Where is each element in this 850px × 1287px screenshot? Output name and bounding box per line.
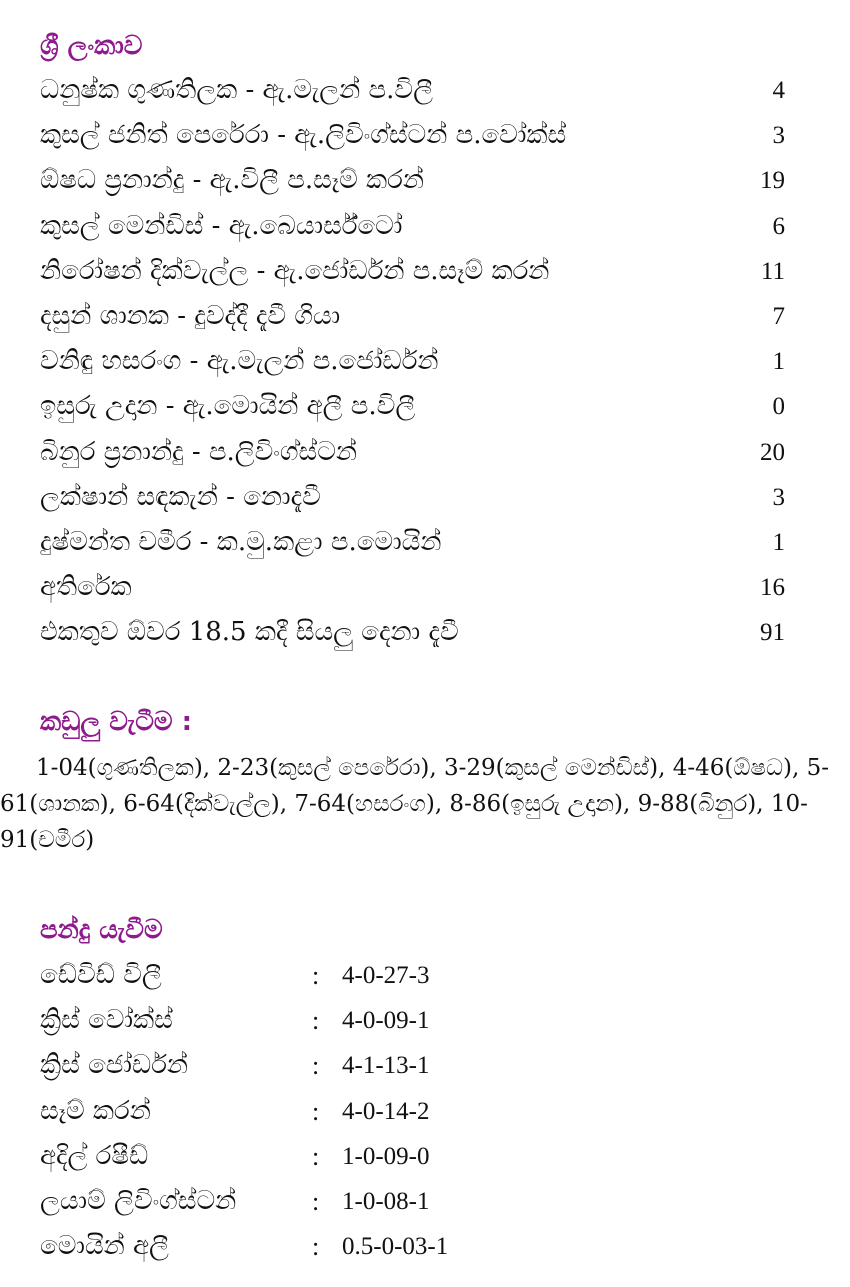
separator-colon: : (312, 1232, 320, 1262)
batsman-dismissal: කුසල් ජනිත් පෙරේරා - ඇ.ලිවිංග්ස්ටන් ප.වෝක්ස් (40, 120, 567, 151)
bowler-name: ලයාම් ලිවිංග්ස්ටන් (40, 1186, 237, 1216)
batting-row (40, 204, 785, 249)
batsman-dismissal: නිරෝෂන් දික්වැල්ල - ඇ.ජෝර්ඩන් ප.සෑම් කරන් (40, 255, 550, 286)
batsman-dismissal: දසුන් ශානක - දුවද්දී දැවී ගියා (40, 301, 341, 331)
runs-value: 6 (772, 212, 785, 240)
batting-row (40, 430, 785, 475)
bowler-name: අදිල් රෂීඩ් (40, 1140, 149, 1171)
bowling-row (40, 998, 640, 1043)
bowling-row (40, 1089, 640, 1134)
bowler-name: ක්‍රිස් වෝක්ස් (40, 1005, 173, 1036)
bowling-row (40, 1134, 640, 1179)
separator-colon: : (312, 1006, 320, 1036)
bowling-figures-value: 1-0-08-1 (342, 1188, 430, 1215)
batting-row (40, 520, 785, 565)
batsman-dismissal: දුෂ්මන්ත චමීර - ක.මු.කළා ප.මොයින් (40, 527, 442, 557)
separator-colon: : (312, 1187, 320, 1216)
bowling-figures-value: 4-0-14-2 (342, 1097, 430, 1125)
fall-of-wickets-text: 1-04(ගුණතිලක), 2-23(කුසල් පෙරේරා), 3-29(කුසල් මෙන්ඩිස්), 4-46(ඕෂධ), 5-61(ශානක), 6-64(දික්වැල්ල), 7-64(හසරංග), 8-86(ඉසුරු උදාන), 9-88(බිනුර), 10-91(චමීර) (0, 755, 830, 853)
batting-row (40, 384, 785, 429)
batting-row (40, 294, 785, 339)
bowling-figures-value: 0.5-0-03-1 (342, 1233, 449, 1261)
bowler-name: මොයින් අලී (40, 1231, 169, 1262)
batting-row (40, 565, 785, 610)
batting-row (40, 610, 785, 655)
separator-colon: : (312, 1051, 320, 1081)
runs-value: 19 (760, 167, 785, 195)
separator-colon: : (312, 1141, 320, 1171)
batsman-dismissal: එකතුව ඕවර 18.5 කදී සියලු දෙනා දැවී (40, 617, 459, 648)
bowling-figures-value: 1-0-09-0 (342, 1142, 430, 1170)
runs-value: 3 (772, 483, 785, 511)
batsman-dismissal: බිනුර ප්‍රනාන්දු - ප.ලිවිංග්ස්ටන් (40, 436, 358, 467)
batting-row (40, 475, 785, 520)
batting-row (40, 339, 785, 384)
bowling-figures-value: 4-0-09-1 (342, 1007, 430, 1035)
bowler-name: සෑම් කරන් (40, 1095, 151, 1126)
batsman-dismissal: වනිඳු හසරංග - ඇ.මැලන් ප.ජෝර්ඩන් (40, 346, 439, 377)
runs-value: 0 (772, 393, 785, 421)
batting-row (40, 68, 785, 113)
bowling-row (40, 953, 640, 998)
bowler-name: ක්‍රිස් ජෝර්ඩන් (40, 1050, 189, 1081)
runs-value: 91 (760, 619, 785, 647)
runs-value: 4 (772, 77, 785, 104)
bowling-heading: පන්දු යැවීම (40, 915, 163, 945)
batsman-dismissal: ධනුෂ්ක ගුණතිලක - ඇ.මැලන් ප.විලී (40, 75, 433, 105)
bowling-row (40, 1224, 640, 1269)
batting-row (40, 249, 785, 294)
runs-value: 16 (760, 574, 785, 602)
batsman-dismissal: ලක්ෂාන් සඳකැන් - නොදැවී (40, 481, 321, 512)
separator-colon: : (312, 961, 320, 990)
fall-of-wickets-heading: කඩුලු වැටීම : (40, 707, 193, 737)
bowler-name: ඩේවිඩ් විලී (40, 960, 162, 990)
batting-row (40, 158, 785, 203)
separator-colon: : (312, 1096, 320, 1126)
runs-value: 3 (772, 122, 785, 150)
runs-value: 7 (772, 303, 785, 330)
bowling-figures-value: 4-0-27-3 (342, 962, 430, 989)
batting-heading: ශ්‍රී ලංකාව (40, 31, 143, 61)
bowling-figures-value: 4-1-13-1 (342, 1052, 430, 1080)
runs-value: 1 (772, 348, 785, 376)
batsman-dismissal: කුසල් මෙන්ඩිස් - ඇ.බෙයාර්ස්ටෝ (40, 210, 403, 241)
runs-value: 20 (760, 438, 785, 466)
bowling-row (40, 1179, 640, 1224)
batsman-dismissal: ඕෂධ ප්‍රනාන්දු - ඇ.විලී ප.සෑම් කරන් (40, 165, 424, 196)
bowling-row (40, 1043, 640, 1088)
batting-row (40, 113, 785, 158)
runs-value: 11 (760, 257, 785, 285)
runs-value: 1 (772, 529, 785, 556)
batsman-dismissal: අතිරේක (40, 572, 132, 603)
batsman-dismissal: ඉසුරු උදාන - ඇ.මොයින් අලී ප.විලී (40, 391, 416, 422)
